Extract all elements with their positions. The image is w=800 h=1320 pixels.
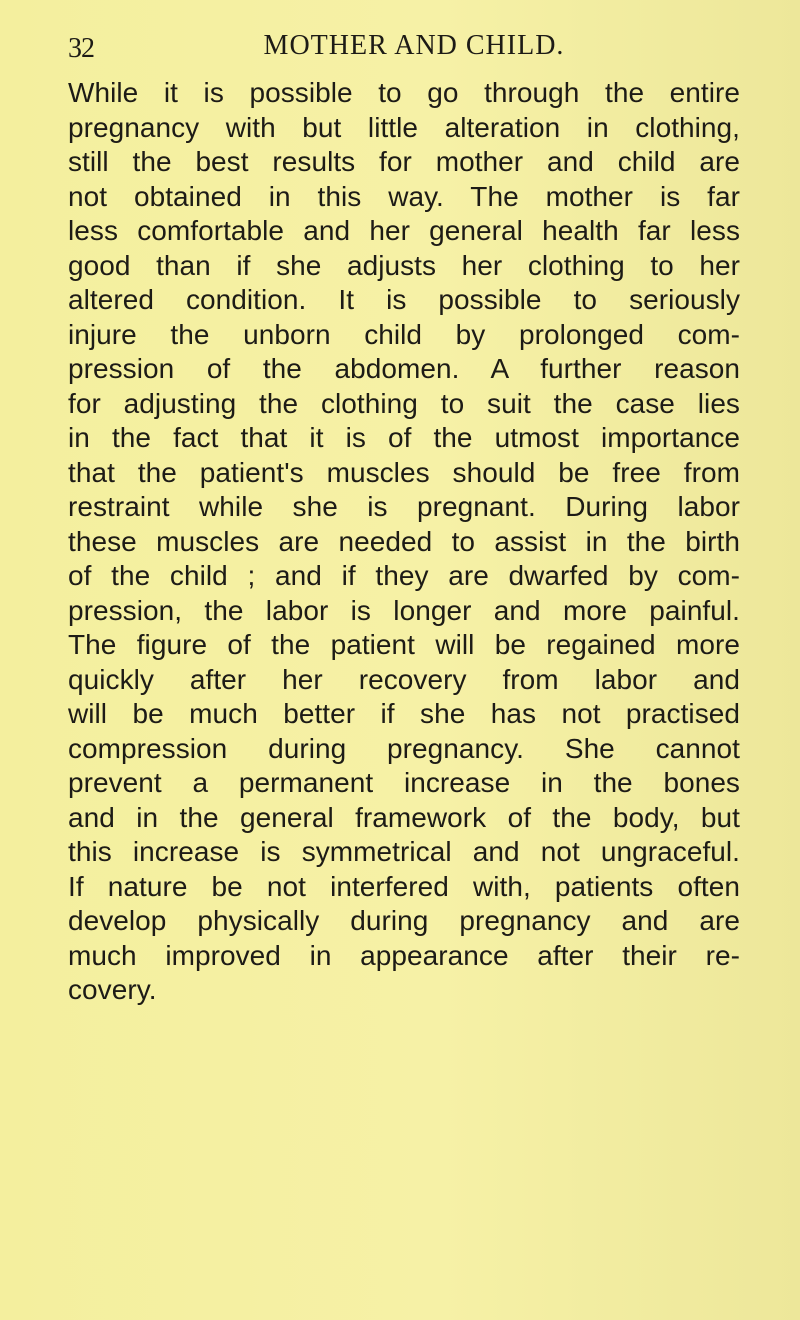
text-line-24: If nature be not interfered with, patients often xyxy=(68,870,740,902)
text-line-23: this increase is symmetrical and not ungraceful. xyxy=(68,836,740,867)
page-number: 32 xyxy=(68,33,94,64)
text-line-10: for adjusting the clothing to suit the case lies xyxy=(68,387,740,419)
running-header xyxy=(70,28,740,68)
running-title: MOTHER AND CHILD. xyxy=(263,30,565,61)
text-line-22: and in the general framework of the body, but xyxy=(68,801,740,833)
text-line-5: less comfortable and her general health far less xyxy=(68,215,740,246)
text-line-20: compression during pregnancy. She cannot xyxy=(68,732,740,764)
text-line-9: pression of the abdomen. A further reason xyxy=(68,353,740,384)
text-line-6: good than if she adjusts her clothing to her xyxy=(68,249,740,281)
text-line-7: altered condition. It is possible to seriously xyxy=(68,284,740,315)
text-line-1: While it is possible to go through the entire xyxy=(68,77,740,108)
text-line-12: that the patient's muscles should be free from xyxy=(68,456,740,488)
text-line-18: quickly after her recovery from labor and xyxy=(68,663,740,695)
text-line-19: will be much better if she has not practised xyxy=(68,698,740,729)
text-line-17: The figure of the patient will be regained more xyxy=(68,629,740,660)
text-line-21: prevent a permanent increase in the bones xyxy=(68,767,740,798)
text-line-4: not obtained in this way. The mother is far xyxy=(68,180,740,212)
text-line-3: still the best results for mother and child are xyxy=(68,146,740,177)
text-line-8: injure the unborn child by prolonged com- xyxy=(68,318,740,350)
text-line-11: in the fact that it is of the utmost importance xyxy=(68,422,740,453)
text-line-13: restraint while she is pregnant. During labor xyxy=(68,491,740,522)
text-line-15: of the child ; and if they are dwarfed by com- xyxy=(68,560,740,591)
body-text xyxy=(68,76,740,1008)
text-line-27: covery. xyxy=(68,974,157,1005)
text-line-2: pregnancy with but little alteration in clothing, xyxy=(68,111,740,143)
text-line-26: much improved in appearance after their re- xyxy=(68,939,740,971)
text-line-25: develop physically during pregnancy and are xyxy=(68,905,740,936)
text-line-14: these muscles are needed to assist in the birth xyxy=(68,525,740,557)
text-line-16: pression, the labor is longer and more painful. xyxy=(68,594,740,626)
